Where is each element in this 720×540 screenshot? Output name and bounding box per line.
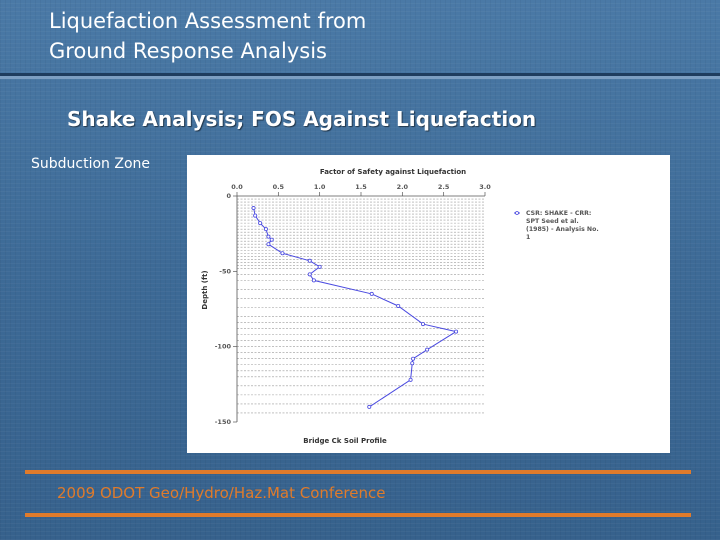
- legend-text-line: (1985) - Analysis No.: [526, 226, 599, 233]
- x-tick-label: 2.5: [437, 183, 450, 191]
- series-point: [252, 206, 255, 209]
- chart-title: Factor of Safety against Liquefaction: [319, 168, 467, 176]
- chart-panel: [187, 155, 670, 453]
- x-tick-label: 1.0: [313, 183, 326, 191]
- slide-heading: Shake Analysis; FOS Against Liquefaction: [67, 107, 537, 131]
- footer-divider-top: [25, 470, 691, 474]
- series-point: [397, 304, 400, 307]
- x-tick-label: 0.0: [231, 183, 243, 191]
- series-point: [421, 322, 424, 325]
- series-point: [308, 273, 311, 276]
- y-tick-label: -100: [214, 342, 231, 351]
- series-point: [411, 362, 414, 365]
- series-point: [259, 222, 262, 225]
- legend-text-line: CSR: SHAKE - CRR:: [526, 210, 592, 217]
- series-point: [318, 265, 321, 268]
- series-point: [267, 243, 270, 246]
- series-point: [254, 214, 257, 217]
- slide-title: [49, 6, 649, 66]
- chart-text-group: [201, 168, 466, 445]
- chart-y-axis-label: Depth (ft): [201, 270, 209, 310]
- series-point: [411, 357, 414, 360]
- y-tick-label: -50: [219, 267, 231, 276]
- legend-text-line: 1: [526, 234, 531, 241]
- legend-text-line: SPT Seed et al.: [526, 218, 579, 225]
- series-point: [264, 228, 267, 231]
- y-tick-label: -150: [214, 418, 231, 426]
- y-tick-label: 0: [226, 192, 231, 200]
- series-point: [426, 348, 429, 351]
- zone-label: Subduction Zone: [31, 156, 151, 172]
- chart-legend: [514, 210, 599, 241]
- slide-title-line-1: Liquefaction Assessment from: [49, 9, 367, 33]
- series-point: [368, 405, 371, 408]
- legend-swatch-marker: [516, 212, 519, 215]
- x-tick-label: 0.5: [272, 183, 285, 191]
- chart-x-axis-label: Bridge Ck Soil Profile: [303, 437, 387, 445]
- x-tick-label: 3.0: [479, 183, 491, 191]
- series-point: [312, 279, 315, 282]
- x-tick-label: 1.5: [355, 183, 367, 191]
- series-point: [267, 235, 270, 238]
- fos-chart: [187, 155, 670, 453]
- series-point: [409, 378, 412, 381]
- footer-divider-bottom: [25, 513, 691, 517]
- chart-plot-area: [215, 183, 492, 426]
- series-point: [270, 238, 273, 241]
- series-point: [308, 259, 311, 262]
- series-point: [281, 252, 284, 255]
- series-point: [454, 330, 457, 333]
- x-tick-label: 2.0: [396, 183, 409, 191]
- series-point: [370, 292, 373, 295]
- slide-title-line-2: Ground Response Analysis: [49, 39, 327, 63]
- footer-conference-label: 2009 ODOT Geo/Hydro/Haz.Mat Conference: [57, 484, 386, 502]
- title-divider-light: [0, 76, 720, 79]
